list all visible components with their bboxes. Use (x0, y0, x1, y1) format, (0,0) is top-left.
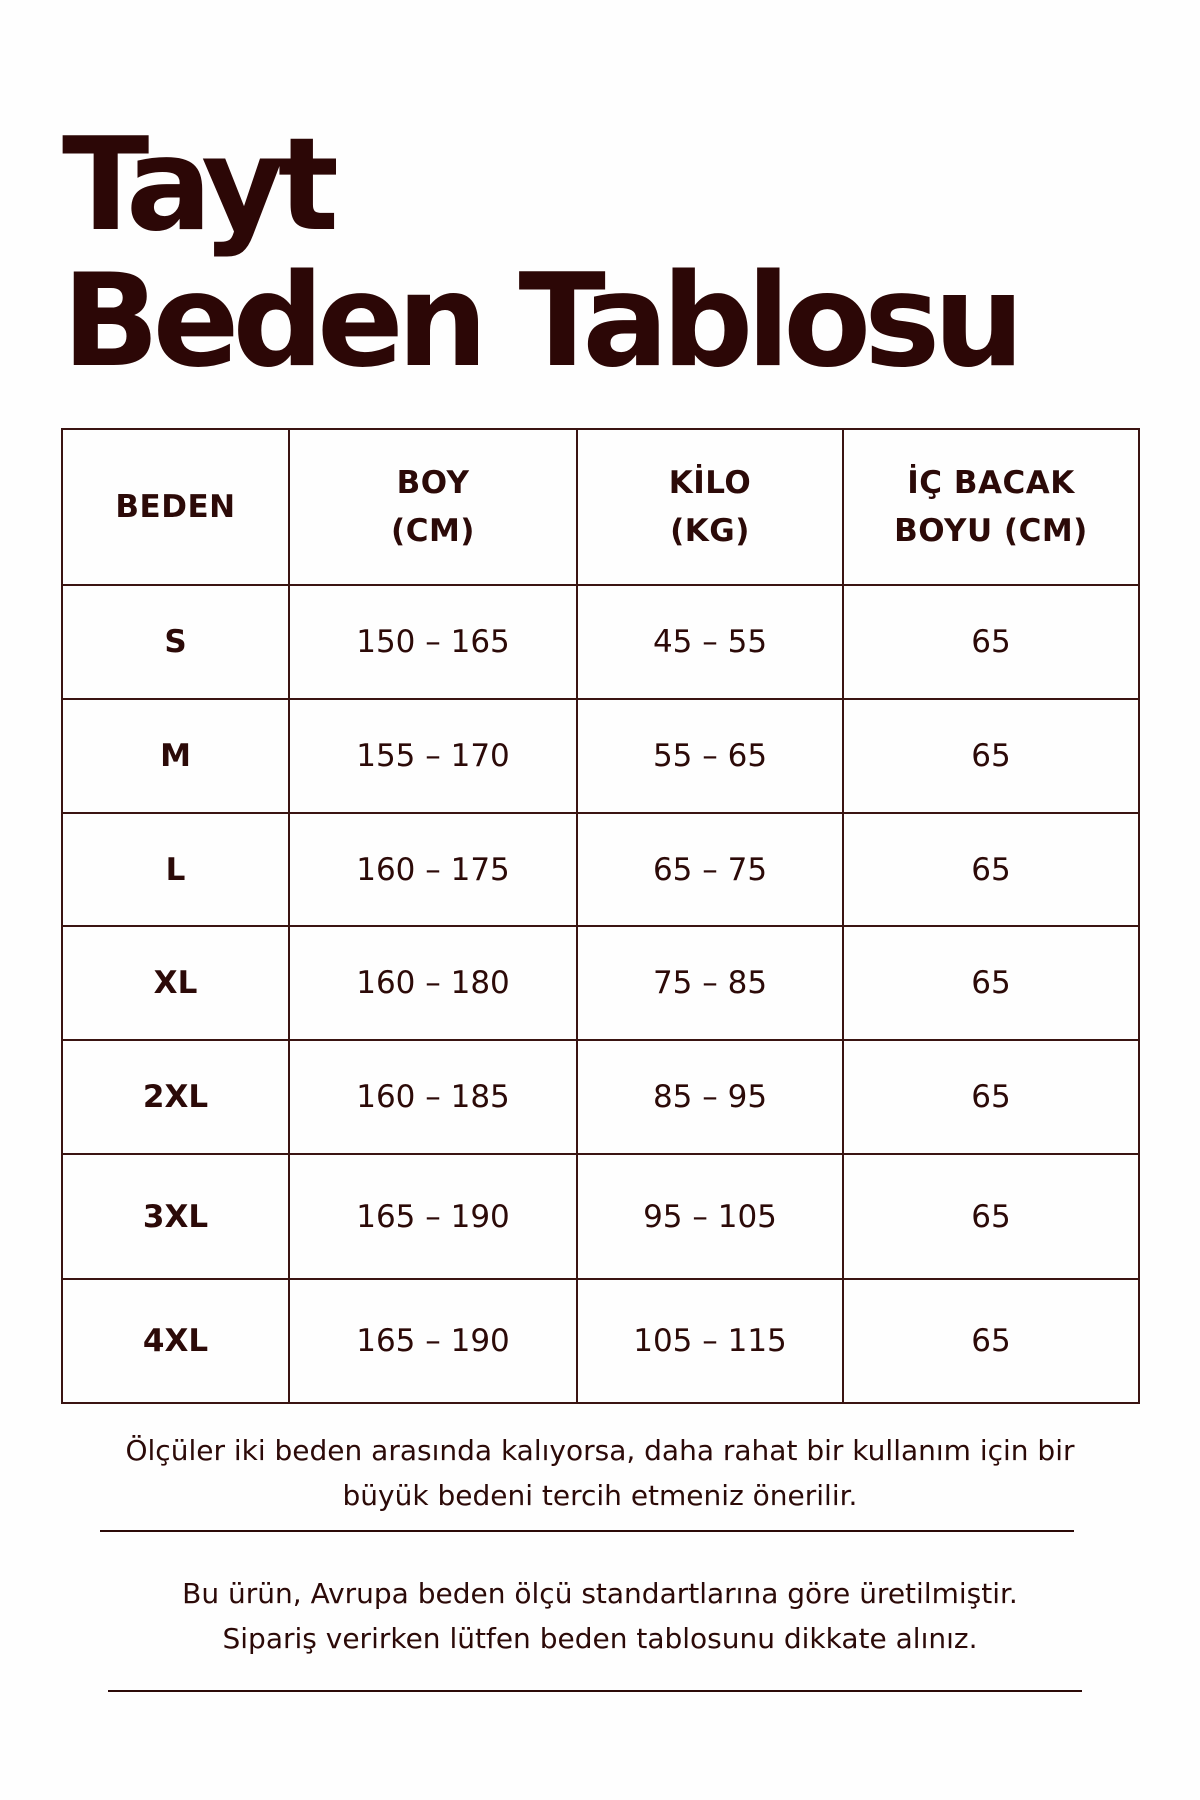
inseam-cell: 65 (843, 1154, 1139, 1279)
weight-cell: 45 – 55 (577, 585, 843, 699)
inseam-cell: 65 (843, 699, 1139, 813)
inseam-cell: 65 (843, 813, 1139, 926)
inseam-cell: 65 (843, 926, 1139, 1040)
height-cell: 155 – 170 (289, 699, 577, 813)
standards-line-1: Bu ürün, Avrupa beden ölçü standartlarına göre üretilmiştir. (182, 1577, 1018, 1610)
table-row (62, 1154, 1139, 1279)
header-height-unit: (CM) (391, 513, 475, 549)
size-cell: 4XL (62, 1279, 289, 1403)
fit-advice-line-2: büyük bedeni tercih etmeniz önerilir. (342, 1479, 858, 1512)
divider-1 (100, 1530, 1074, 1532)
header-size (62, 429, 289, 585)
weight-cell: 95 – 105 (577, 1154, 843, 1279)
size-cell: XL (62, 926, 289, 1040)
height-cell: 160 – 185 (289, 1040, 577, 1154)
fit-advice-note (60, 1428, 1140, 1518)
height-cell: 165 – 190 (289, 1279, 577, 1403)
header-height (289, 429, 577, 585)
inseam-cell: 65 (843, 585, 1139, 699)
weight-cell: 75 – 85 (577, 926, 843, 1040)
header-size-label: BEDEN (115, 489, 236, 525)
header-height-label: BOY (396, 465, 470, 501)
page-title (62, 111, 1018, 396)
weight-cell: 65 – 75 (577, 813, 843, 926)
table-row (62, 585, 1139, 699)
size-cell: 3XL (62, 1154, 289, 1279)
weight-cell: 55 – 65 (577, 699, 843, 813)
title-line-2: Beden Tablosu (62, 247, 1018, 396)
weight-cell: 85 – 95 (577, 1040, 843, 1154)
header-weight-label: KİLO (668, 465, 752, 501)
divider-2 (108, 1690, 1082, 1692)
header-weight-unit: (KG) (670, 513, 750, 549)
inseam-cell: 65 (843, 1040, 1139, 1154)
header-inseam-unit: BOYU (CM) (894, 513, 1088, 549)
standards-note (60, 1571, 1140, 1661)
size-cell: L (62, 813, 289, 926)
weight-cell: 105 – 115 (577, 1279, 843, 1403)
title-line-1: Tayt (62, 111, 332, 260)
height-cell: 160 – 180 (289, 926, 577, 1040)
table-header-row (62, 429, 1139, 585)
inseam-cell: 65 (843, 1279, 1139, 1403)
table-row (62, 813, 1139, 926)
table-row (62, 1279, 1139, 1403)
fit-advice-line-1: Ölçüler iki beden arasında kalıyorsa, daha rahat bir kullanım için bir (125, 1434, 1075, 1467)
standards-line-2: Sipariş verirken lütfen beden tablosunu dikkate alınız. (222, 1622, 978, 1655)
size-cell: M (62, 699, 289, 813)
table-row (62, 699, 1139, 813)
size-cell: S (62, 585, 289, 699)
header-weight (577, 429, 843, 585)
height-cell: 150 – 165 (289, 585, 577, 699)
header-inseam-label: İÇ BACAK (907, 465, 1075, 501)
size-chart-table (61, 428, 1140, 1404)
header-inseam (843, 429, 1139, 585)
size-cell: 2XL (62, 1040, 289, 1154)
height-cell: 165 – 190 (289, 1154, 577, 1279)
table-row (62, 926, 1139, 1040)
table-row (62, 1040, 1139, 1154)
height-cell: 160 – 175 (289, 813, 577, 926)
